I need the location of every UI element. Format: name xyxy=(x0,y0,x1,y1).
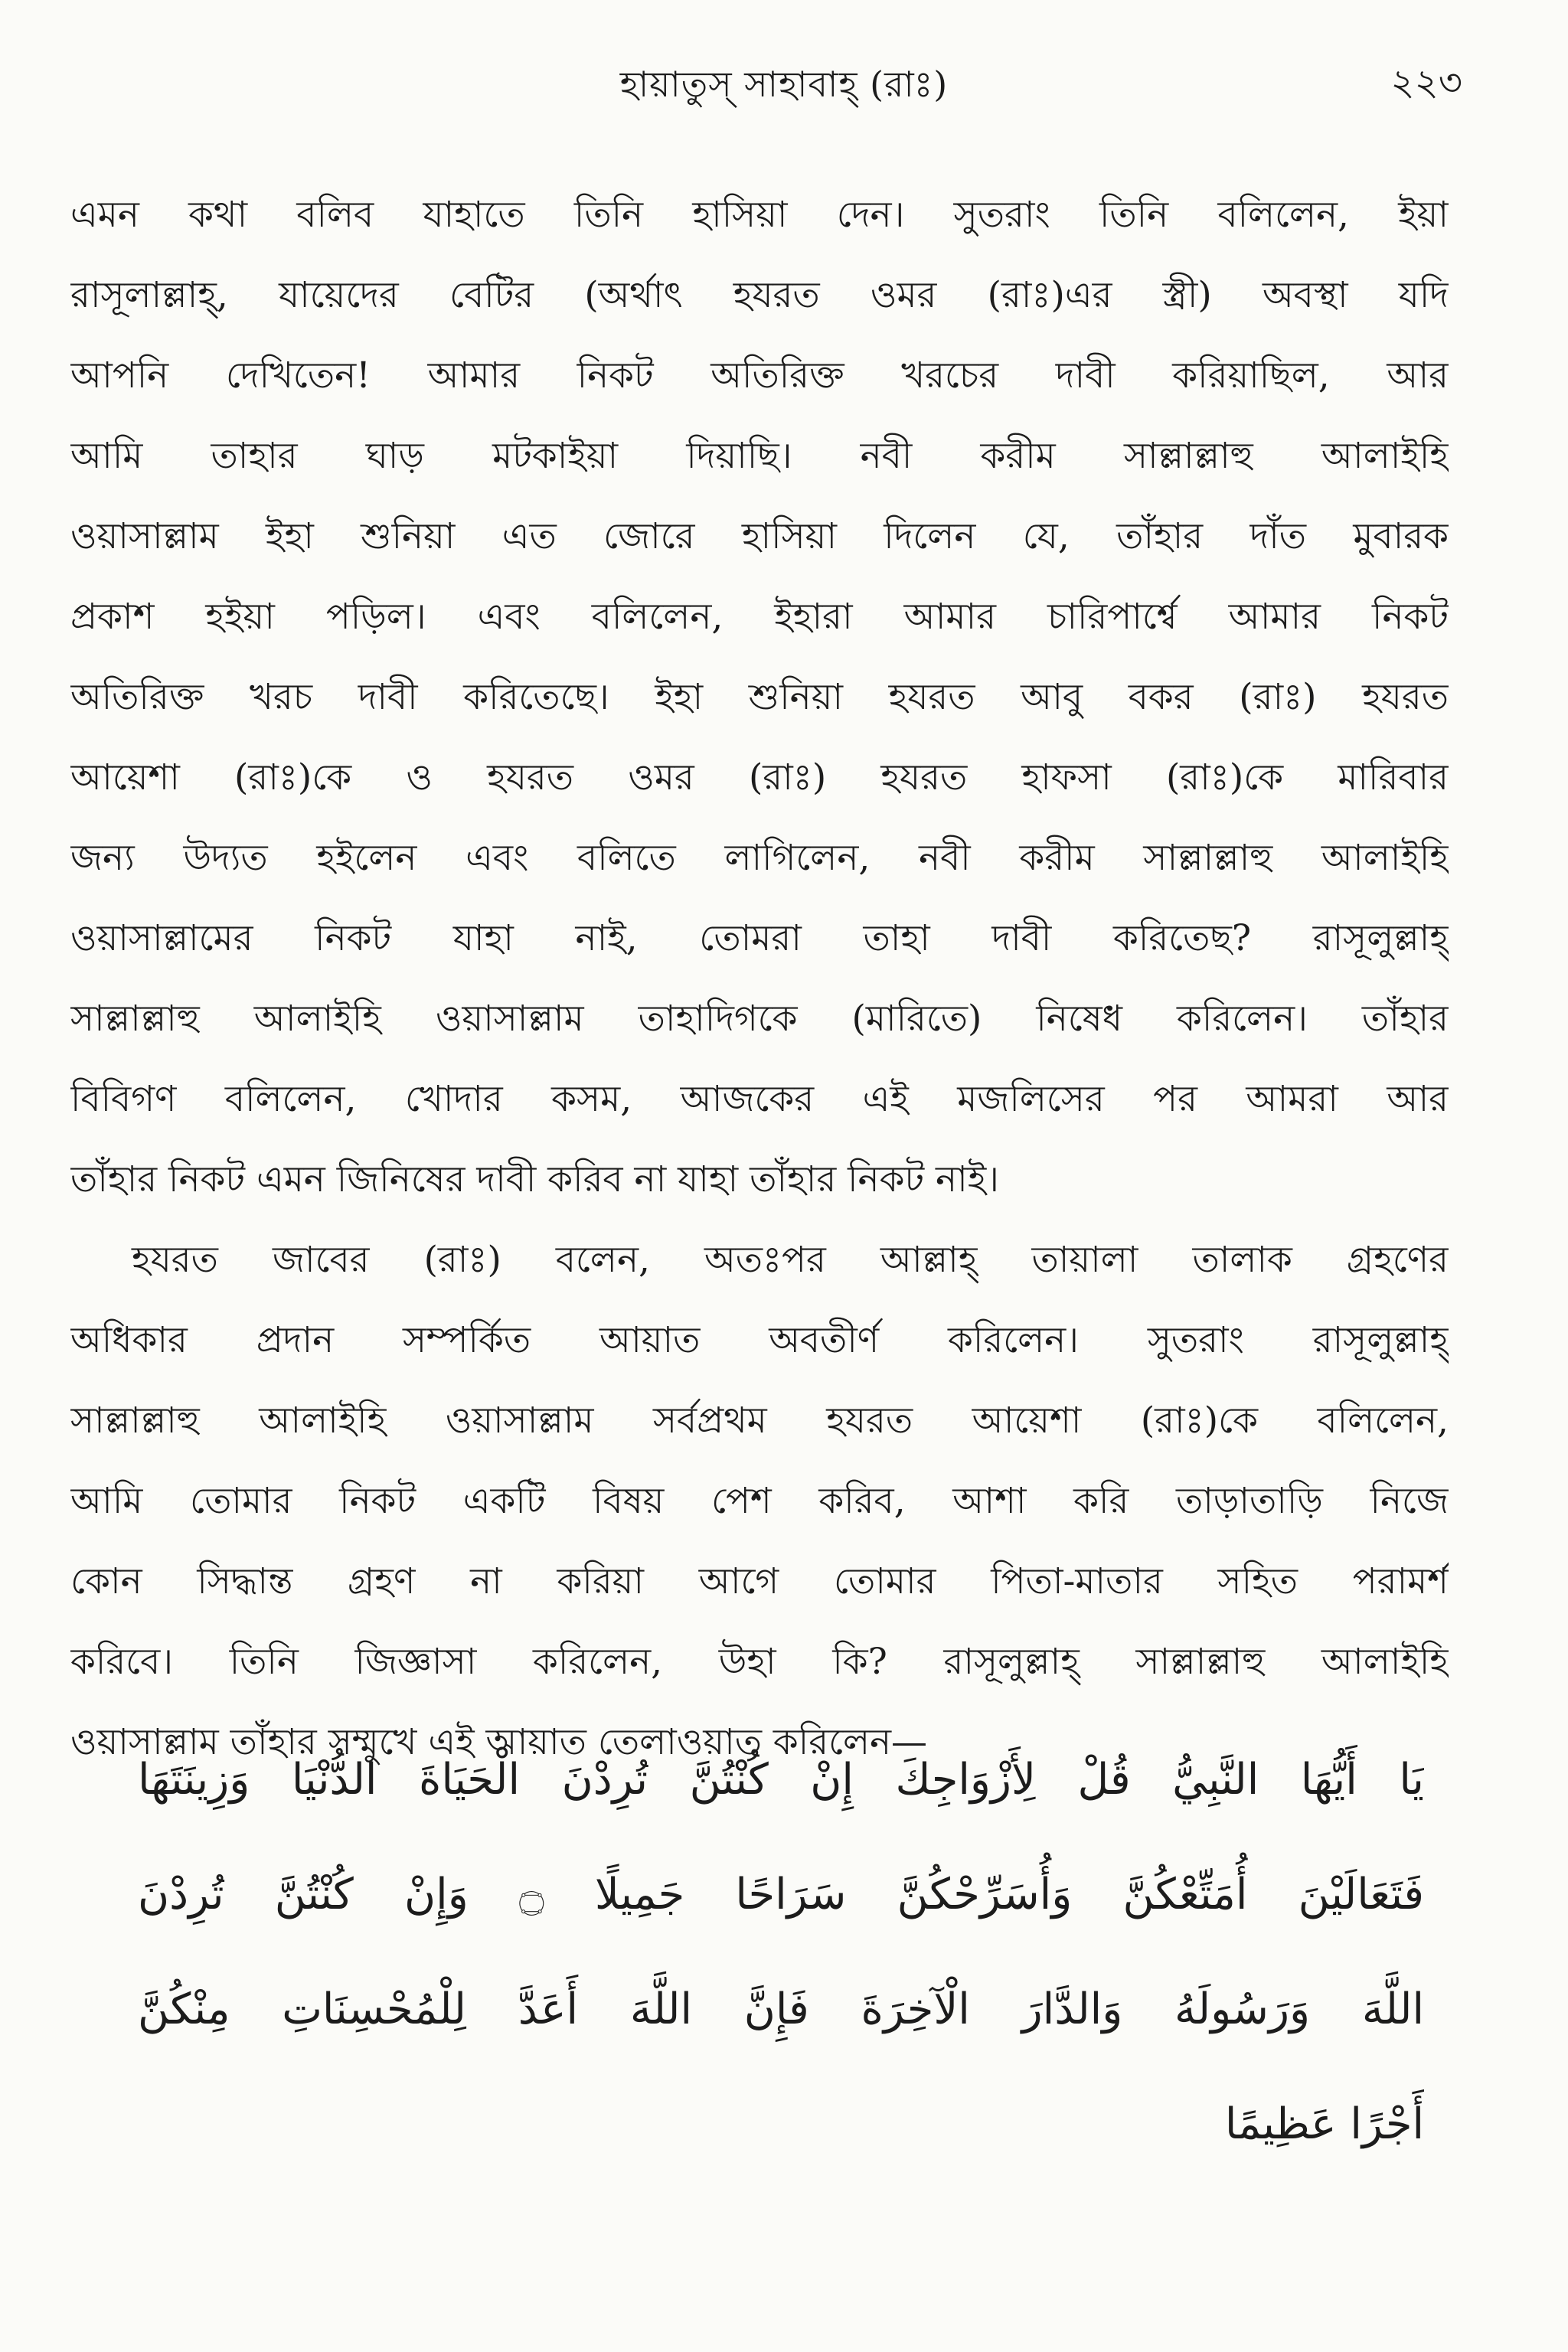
text-line: করিবে। তিনি জিজ্ঞাসা করিলেন, উহা কি? রাসূলুল্লাহ্ সাল্লাল্লাহু আলাইহি xyxy=(70,1641,1449,1683)
page-number: ২২৩ xyxy=(1390,61,1462,104)
text-line: প্রকাশ হইয়া পড়িল। এবং বলিলেন, ইহারা আমার চারিপার্শ্বে আমার নিকট xyxy=(70,596,1449,638)
text-line: অধিকার প্রদান সম্পর্কিত আয়াত অবতীর্ণ করিলেন। সুতরাং রাসূলুল্লাহ্ xyxy=(70,1319,1449,1361)
text-line: রাসূলাল্লাহ্, যায়েদের বেটির (অর্থাৎ হযরত ওমর (রাঃ)এর স্ত্রী) অবস্থা যদি xyxy=(70,274,1449,316)
running-header xyxy=(0,58,1568,127)
running-title: হায়াতুস্ সাহাবাহ্ (রাঃ) xyxy=(619,64,949,105)
arabic-verse-block xyxy=(138,1723,1424,2182)
text-line: অতিরিক্ত খরচ দাবী করিতেছে। ইহা শুনিয়া হযরত আবু বকর (রাঃ) হযরত xyxy=(70,676,1449,718)
text-line: আমি তোমার নিকট একটি বিষয় পেশ করিব, আশা করি তাড়াতাড়ি নিজে xyxy=(70,1480,1449,1522)
text-line: ওয়াসাল্লাম ইহা শুনিয়া এত জোরে হাসিয়া দিলেন যে, তাঁহার দাঁত মুবারক xyxy=(70,515,1449,557)
text-line: হযরত জাবের (রাঃ) বলেন, অতঃপর আল্লাহ্ তায়ালা তালাক গ্রহণের xyxy=(132,1239,1449,1281)
text-line: বিবিগণ বলিলেন, খোদার কসম, আজকের এই মজলিসের পর আমরা আর xyxy=(70,1078,1449,1120)
text-line: কোন সিদ্ধান্ত গ্রহণ না করিয়া আগে তোমার পিতা-মাতার সহিত পরামর্শ xyxy=(70,1560,1449,1602)
text-line: আয়েশা (রাঃ)কে ও হযরত ওমর (রাঃ) হযরত হাফসা (রাঃ)কে মারিবার xyxy=(70,756,1449,799)
text-line: জন্য উদ্যত হইলেন এবং বলিতে লাগিলেন, নবী করীম সাল্লাল্লাহু আলাইহি xyxy=(70,837,1449,879)
arabic-verse-line: فَتَعَالَيْنَ أُمَتِّعْكُنَّ وَأُسَرِّحْكُنَّ سَرَاحًا جَمِيلًا ۝ وَإِنْ كُنْتُنَّ تُرِدْنَ xyxy=(138,1870,1424,1919)
arabic-verse-line: أَجْرًا عَظِيمًا xyxy=(1224,2099,1424,2149)
text-line: আমি তাহার ঘাড় মটকাইয়া দিয়াছি। নবী করীম সাল্লাল্লাহু আলাইহি xyxy=(70,435,1449,477)
arabic-verse-line: اللَّهَ وَرَسُولَهُ وَالدَّارَ الْآخِرَةَ فَإِنَّ اللَّهَ أَعَدَّ لِلْمُحْسِنَاتِ مِنْكُنَّ xyxy=(138,1984,1424,2034)
body-text xyxy=(70,175,1449,1782)
text-line: তাঁহার নিকট এমন জিনিষের দাবী করিব না যাহা তাঁহার নিকট নাই। xyxy=(70,1158,999,1200)
text-line: ওয়াসাল্লামের নিকট যাহা নাই, তোমরা তাহা দাবী করিতেছ? রাসূলুল্লাহ্ xyxy=(70,917,1449,959)
text-line: সাল্লাল্লাহু আলাইহি ওয়াসাল্লাম তাহাদিগকে (মারিতে) নিষেধ করিলেন। তাঁহার xyxy=(70,998,1449,1040)
text-line: এমন কথা বলিব যাহাতে তিনি হাসিয়া দেন। সুতরাং তিনি বলিলেন, ইয়া xyxy=(70,194,1449,236)
text-line: সাল্লাল্লাহু আলাইহি ওয়াসাল্লাম সর্বপ্রথম হযরত আয়েশা (রাঃ)কে বলিলেন, xyxy=(70,1400,1449,1442)
arabic-verse-line: يَا أَيُّهَا النَّبِيُّ قُلْ لِأَزْوَاجِكَ إِنْ كُنْتُنَّ تُرِدْنَ الْحَيَاةَ الدُّنْيَا وَزِينَتَهَا xyxy=(138,1755,1424,1805)
text-line: ওয়াসাল্লাম তাঁহার সম্মুখে এই আয়াত তেলাওয়াত করিলেন— xyxy=(70,1721,928,1763)
text-line: আপনি দেখিতেন! আমার নিকট অতিরিক্ত খরচের দাবী করিয়াছিল, আর xyxy=(70,354,1449,397)
